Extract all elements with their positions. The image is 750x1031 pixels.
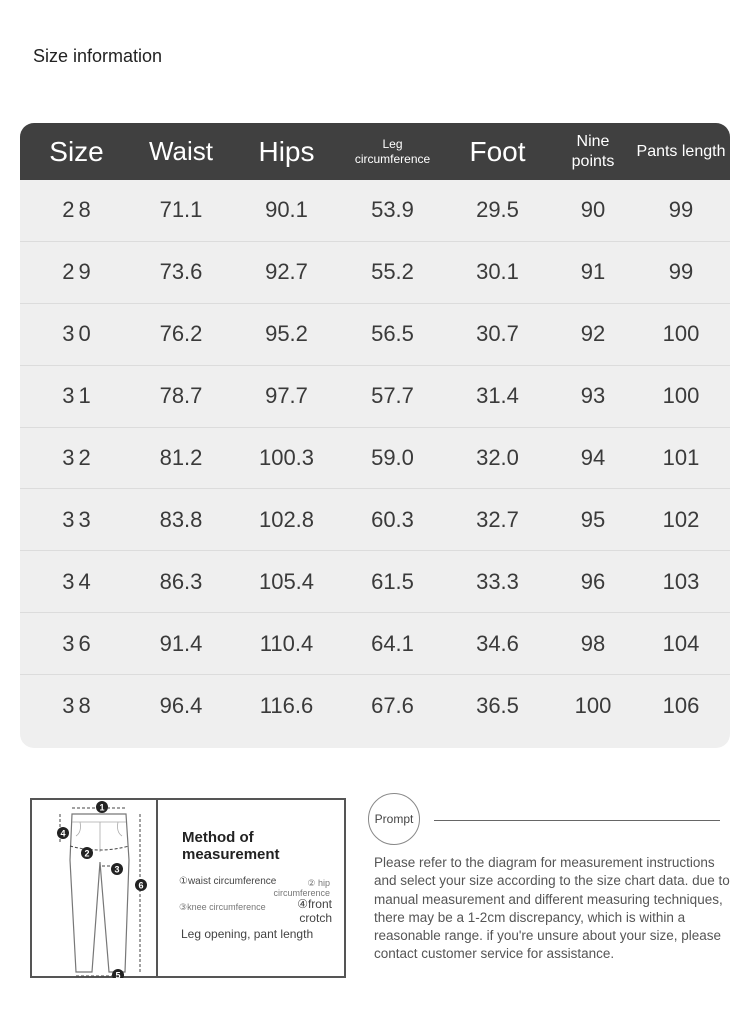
value-cell: 92 <box>580 321 606 347</box>
header-leg-circumference: Leg circumference <box>354 136 431 166</box>
size-cell: 28 <box>62 197 95 223</box>
marker-2-label: 2 <box>84 848 90 859</box>
method-item-waist: ①waist circumference <box>179 876 277 887</box>
value-cell: 101 <box>662 445 700 470</box>
value-cell: 55.2 <box>371 259 414 285</box>
value-cell: 98 <box>580 630 606 656</box>
value-cell: 73.6 <box>159 259 203 285</box>
value-cell: 83.8 <box>159 506 203 532</box>
value-cell: 32.7 <box>476 506 519 532</box>
header-waist: Waist <box>148 136 214 167</box>
header-foot: Foot <box>469 136 526 167</box>
value-cell: 31.4 <box>476 383 519 409</box>
value-cell: 91.4 <box>159 630 203 656</box>
table-row <box>20 675 730 737</box>
value-cell: 33.3 <box>476 568 519 594</box>
value-cell: 32.0 <box>476 445 519 470</box>
table-row <box>20 613 730 675</box>
value-cell: 64.1 <box>371 630 414 656</box>
prompt-badge <box>368 793 420 845</box>
value-cell: 90.1 <box>265 197 308 223</box>
value-cell: 106 <box>662 693 700 719</box>
value-cell: 100 <box>574 693 612 719</box>
value-cell: 91 <box>580 259 606 285</box>
method-item-hip: ② hip circumference <box>273 878 330 899</box>
value-cell: 100.3 <box>258 445 315 470</box>
measurement-method-box <box>30 798 346 978</box>
size-cell: 38 <box>62 693 95 719</box>
marker-5-label: 5 <box>115 970 121 978</box>
marker-6-label: 6 <box>138 880 144 891</box>
value-cell: 105.4 <box>258 568 315 594</box>
prompt-label: Prompt <box>374 812 414 826</box>
value-cell: 57.7 <box>371 383 414 409</box>
value-cell: 90 <box>580 197 606 223</box>
value-cell: 76.2 <box>159 321 203 347</box>
table-row <box>20 489 730 551</box>
marker-4-label: 4 <box>60 828 66 839</box>
value-cell: 67.6 <box>371 693 414 719</box>
size-cell: 33 <box>62 506 95 532</box>
table-body <box>20 180 730 737</box>
table-row <box>20 304 730 366</box>
value-cell: 102.8 <box>258 506 315 532</box>
header-size: Size <box>49 136 104 167</box>
value-cell: 96.4 <box>159 693 203 719</box>
header-hips: Hips <box>258 136 315 167</box>
value-cell: 96 <box>580 568 606 594</box>
size-cell: 34 <box>62 568 95 594</box>
page-title: Size information <box>33 46 163 66</box>
value-cell: 95 <box>580 506 606 532</box>
table-row <box>20 428 730 490</box>
table-row <box>20 366 730 428</box>
size-cell: 36 <box>62 630 95 656</box>
value-cell: 81.2 <box>159 445 203 470</box>
value-cell: 99 <box>668 259 694 285</box>
header-pants-length: Pants length <box>636 142 726 160</box>
method-item-front-crotch: ④front crotch <box>297 897 332 925</box>
value-cell: 86.3 <box>159 568 203 594</box>
value-cell: 95.2 <box>265 321 308 347</box>
size-cell: 31 <box>62 383 95 409</box>
method-title: Method of measurement <box>182 829 280 863</box>
method-divider <box>156 800 158 976</box>
value-cell: 99 <box>668 197 694 223</box>
value-cell: 78.7 <box>159 383 203 409</box>
marker-1-label: 1 <box>99 802 105 813</box>
method-item-leg-opening: Leg opening, pant length <box>181 927 314 941</box>
table-header <box>20 123 730 180</box>
prompt-line <box>434 820 720 821</box>
value-cell: 92.7 <box>265 259 308 285</box>
value-cell: 71.1 <box>159 197 203 223</box>
table-row <box>20 242 730 304</box>
value-cell: 94 <box>580 445 606 470</box>
size-cell: 30 <box>62 321 95 347</box>
marker-3-label: 3 <box>114 864 120 875</box>
value-cell: 110.4 <box>259 630 314 656</box>
value-cell: 53.9 <box>371 197 414 223</box>
value-cell: 36.5 <box>476 693 519 719</box>
value-cell: 34.6 <box>476 630 519 656</box>
table-row <box>20 180 730 242</box>
value-cell: 100 <box>662 321 700 347</box>
pants-diagram-icon <box>32 800 156 978</box>
value-cell: 102 <box>662 506 700 532</box>
value-cell: 104 <box>662 630 700 656</box>
prompt-text: Please refer to the diagram for measurement instructions and select your size according to the size chart data. due to manual measurement and different measuring techniques, there may be a 1-2cm discrepancy, which is within a reasonable range. if you're unsure about your size, please contact customer service for assistance. <box>374 855 730 962</box>
value-cell: 93 <box>580 383 606 409</box>
value-cell: 100 <box>662 383 700 409</box>
value-cell: 30.1 <box>476 259 519 285</box>
size-cell: 32 <box>62 445 95 470</box>
value-cell: 103 <box>662 568 700 594</box>
size-cell: 29 <box>62 259 95 285</box>
value-cell: 97.7 <box>265 383 308 409</box>
value-cell: 29.5 <box>476 197 519 223</box>
size-table <box>20 123 730 748</box>
value-cell: 61.5 <box>371 568 414 594</box>
value-cell: 116.6 <box>259 693 314 719</box>
table-row <box>20 551 730 613</box>
value-cell: 60.3 <box>371 506 414 532</box>
value-cell: 59.0 <box>371 445 414 470</box>
header-nine-points: Nine points <box>571 132 615 170</box>
value-cell: 56.5 <box>371 321 414 347</box>
value-cell: 30.7 <box>476 321 519 347</box>
method-item-knee: ③knee circumference <box>179 902 266 912</box>
